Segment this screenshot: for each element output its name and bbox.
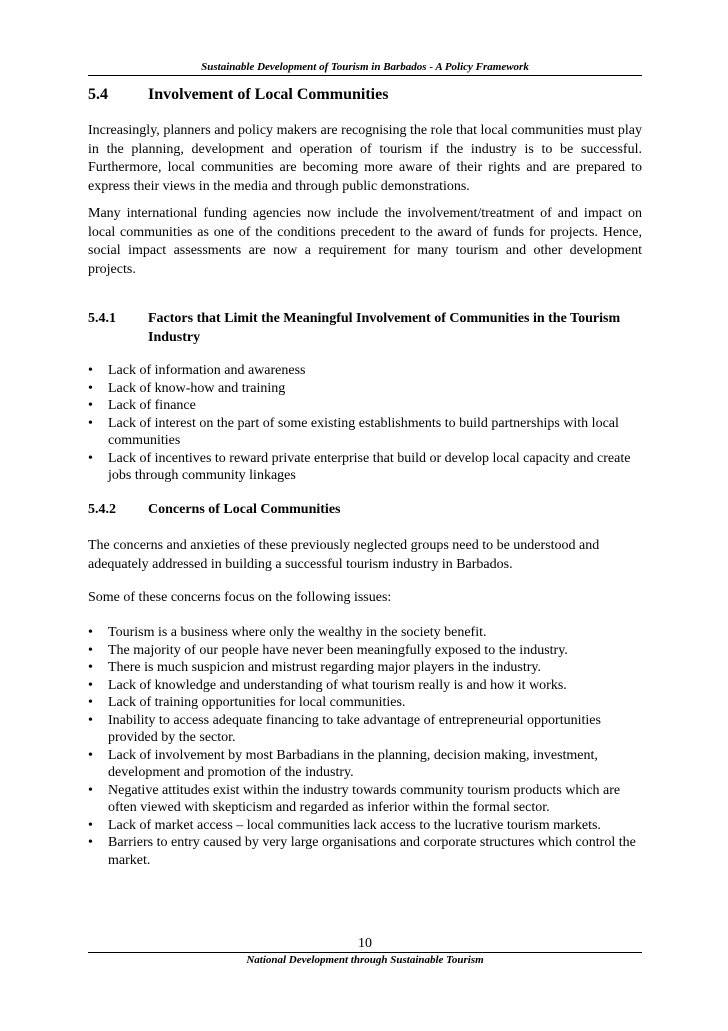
list-item: • Lack of involvement by most Barbadians in the planning, decision making, investment, development and promotion of the industry. bbox=[88, 747, 598, 780]
running-header: Sustainable Development of Tourism in Barbados - A Policy Framework bbox=[201, 61, 529, 73]
bullet-icon: • bbox=[88, 415, 93, 431]
running-footer: National Development through Sustainable Tourism bbox=[246, 954, 484, 966]
list-item: • There is much suspicion and mistrust regarding major players in the industry. bbox=[88, 660, 542, 675]
section-heading bbox=[88, 85, 642, 105]
list-item: • Inability to access adequate financing to take advantage of entrepreneurial opportunities provided by the sector. bbox=[88, 712, 601, 745]
bullet-icon: • bbox=[88, 747, 93, 763]
header-divider bbox=[88, 75, 642, 76]
bullet-icon: • bbox=[88, 712, 93, 728]
section-title: Involvement of Local Communities bbox=[148, 86, 389, 103]
concerns-list bbox=[88, 624, 642, 869]
page-number: 10 bbox=[358, 936, 372, 951]
subsection-title: Concerns of Local Communities bbox=[148, 502, 341, 517]
list-item: • Tourism is a business where only the wealthy in the society benefit. bbox=[88, 625, 487, 640]
bullet-icon: • bbox=[88, 363, 93, 378]
list-item: • Lack of finance bbox=[88, 398, 196, 413]
concerns-lead-in: Some of these concerns focus on the following issues: bbox=[88, 590, 392, 605]
bullet-icon: • bbox=[88, 835, 93, 850]
bullet-icon: • bbox=[88, 398, 93, 413]
subsection-number: 5.4.1 bbox=[88, 311, 116, 326]
bullet-icon: • bbox=[88, 817, 93, 833]
bullet-icon: • bbox=[88, 695, 93, 710]
concerns-intro-paragraph: The concerns and anxieties of these previously neglected groups need to be understood and adequately addressed in building a successful tourism industry in Barbados. bbox=[88, 538, 600, 572]
intro-paragraph-2: Many international funding agencies now include the involvement/treatment of and impact on local communities as one of the conditions precedent to the award of funds for projects. Hence, social impact assessments are now a requirement for many tourism and other development projects. bbox=[88, 206, 642, 277]
bullet-icon: • bbox=[88, 782, 93, 798]
list-item: • Lack of knowledge and understanding of what tourism really is and how it works. bbox=[88, 677, 567, 693]
section-number: 5.4 bbox=[88, 86, 108, 103]
bullet-icon: • bbox=[88, 625, 93, 640]
list-item: • Lack of interest on the part of some existing establishments to build partnerships with local communities bbox=[88, 415, 619, 448]
bullet-icon: • bbox=[88, 380, 93, 396]
document-page bbox=[88, 0, 642, 1031]
list-item: • Lack of know-how and training bbox=[88, 380, 286, 396]
factors-list bbox=[88, 362, 642, 485]
bullet-icon: • bbox=[88, 660, 93, 675]
bullet-icon: • bbox=[88, 642, 93, 658]
list-item: • Negative attitudes exist within the industry towards community tourism products which are often viewed with skepticism and regarded as inferior within the formal sector. bbox=[88, 782, 621, 815]
subsection-heading-concerns bbox=[88, 501, 642, 520]
subsection-title: Factors that Limit the Meaningful Involvement of Communities in the Tourism Industry bbox=[148, 311, 621, 345]
list-item: • Lack of incentives to reward private enterprise that build or develop local capacity and create jobs through community linkages bbox=[88, 450, 631, 483]
list-item: • Lack of market access – local communities lack access to the lucrative tourism markets. bbox=[88, 817, 601, 833]
intro-paragraph-1: Increasingly, planners and policy makers are recognising the role that local communities must play in the planning, development and operation of tourism if the industry is to be successful. Furthermore, local communities are becoming more aware of their rights and are prepared to express their views in the media and through public demonstrations. bbox=[88, 123, 642, 194]
list-item: • The majority of our people have never been meaningfully exposed to the industry. bbox=[88, 642, 568, 658]
subsection-number: 5.4.2 bbox=[88, 502, 116, 517]
bullet-icon: • bbox=[88, 450, 93, 466]
list-item: • Barriers to entry caused by very large organisations and corporate structures which control the market. bbox=[88, 835, 636, 868]
list-item: • Lack of information and awareness bbox=[88, 363, 306, 378]
subsection-heading-factors bbox=[88, 310, 642, 347]
bullet-icon: • bbox=[88, 677, 93, 693]
list-item: • Lack of training opportunities for local communities. bbox=[88, 695, 406, 710]
